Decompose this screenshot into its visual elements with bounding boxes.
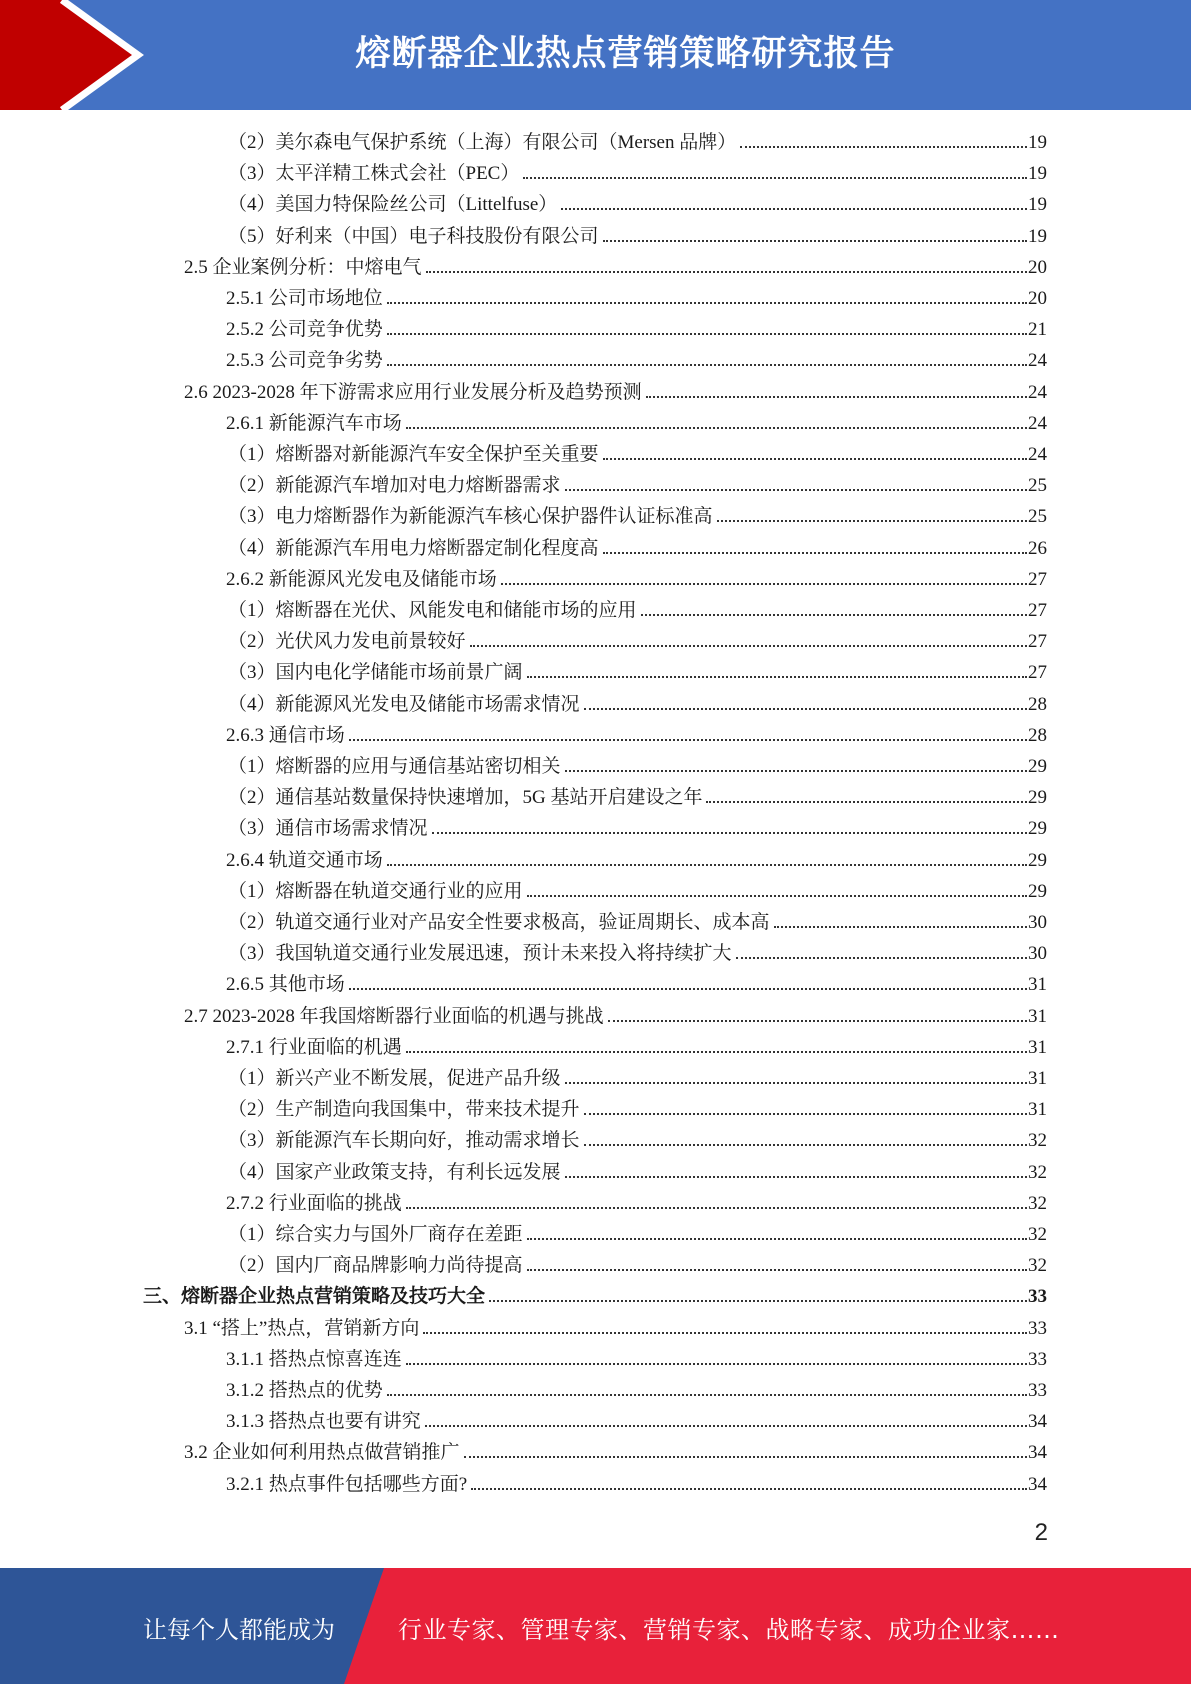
toc-entry-label: （2）生产制造向我国集中，带来技术提升 <box>228 1099 580 1120</box>
toc-leader-dots <box>470 644 1027 647</box>
toc-entry-page: 27 <box>1028 569 1047 590</box>
toc-entry-label: （1）综合实力与国外厂商存在差距 <box>228 1224 523 1245</box>
toc-entry-label: （2）光伏风力发电前景较好 <box>228 631 466 652</box>
toc-entry-label: 2.6.4 轨道交通市场 <box>226 850 383 871</box>
toc-leader-dots <box>406 1206 1027 1209</box>
toc-entry[interactable] <box>228 1250 1047 1281</box>
toc-leader-dots <box>565 488 1027 491</box>
toc-entry-page: 26 <box>1028 538 1047 559</box>
toc-entry[interactable] <box>226 564 1047 595</box>
toc-entry[interactable] <box>226 1344 1047 1375</box>
toc-entry-page: 24 <box>1028 382 1047 403</box>
toc-entry-label: （1）熔断器的应用与通信基站密切相关 <box>228 756 561 777</box>
toc-leader-dots <box>425 1424 1027 1427</box>
toc-leader-dots <box>406 1362 1027 1365</box>
toc-entry[interactable] <box>226 720 1047 751</box>
toc-leader-dots <box>527 1237 1027 1240</box>
toc-leader-dots <box>464 1455 1027 1458</box>
toc-entry[interactable] <box>184 377 1047 408</box>
toc-entry[interactable] <box>228 657 1047 688</box>
toc-leader-dots <box>646 395 1027 398</box>
toc-entry-page: 29 <box>1028 818 1047 839</box>
toc-entry-label: （3）电力熔断器作为新能源汽车核心保护器件认证标准高 <box>228 506 713 527</box>
toc-entry-label: 2.5.3 公司竞争劣势 <box>226 350 383 371</box>
toc-entry[interactable] <box>228 1063 1047 1094</box>
toc-leader-dots <box>489 1299 1027 1302</box>
toc-entry[interactable] <box>228 470 1047 501</box>
toc-entry[interactable] <box>228 158 1047 189</box>
toc-leader-dots <box>349 987 1027 990</box>
toc-entry-page: 19 <box>1028 132 1047 153</box>
toc-entry[interactable] <box>228 127 1047 158</box>
toc-entry-label: （1）熔断器在光伏、风能发电和储能市场的应用 <box>228 600 637 621</box>
page-number: 2 <box>1034 1519 1048 1546</box>
toc-entry[interactable] <box>228 626 1047 657</box>
toc-leader-dots <box>603 551 1027 554</box>
toc-entry-label: （5）好利来（中国）电子科技股份有限公司 <box>228 226 599 247</box>
toc-leader-dots <box>527 894 1027 897</box>
toc-entry[interactable] <box>226 1406 1047 1437</box>
toc-leader-dots <box>740 145 1027 148</box>
toc-entry-page: 28 <box>1028 725 1047 746</box>
toc-entry-label: 2.6 2023-2028 年下游需求应用行业发展分析及趋势预测 <box>184 382 642 403</box>
toc-leader-dots <box>565 1081 1027 1084</box>
toc-entry[interactable] <box>226 345 1047 376</box>
toc-leader-dots <box>501 582 1027 585</box>
toc-entry-page: 29 <box>1028 850 1047 871</box>
toc-entry-label: （4）国家产业政策支持，有利长远发展 <box>228 1162 561 1183</box>
toc-entry-page: 28 <box>1028 694 1047 715</box>
toc-entry-page: 24 <box>1028 444 1047 465</box>
toc-entry-page: 27 <box>1028 600 1047 621</box>
toc-entry-page: 19 <box>1028 194 1047 215</box>
toc-leader-dots <box>736 956 1027 959</box>
toc-entry-page: 33 <box>1028 1380 1047 1401</box>
toc-leader-dots <box>387 863 1027 866</box>
toc-entry-label: （4）美国力特保险丝公司（Littelfuse） <box>228 194 558 215</box>
toc-entry[interactable] <box>228 189 1047 220</box>
toc-entry[interactable] <box>226 1188 1047 1219</box>
toc-entry-label: 2.6.1 新能源汽车市场 <box>226 413 402 434</box>
toc-entry[interactable] <box>228 1219 1047 1250</box>
toc-entry-page: 32 <box>1028 1224 1047 1245</box>
report-title: 熔断器企业热点营销策略研究报告 <box>355 34 896 74</box>
toc-entry-page: 32 <box>1028 1130 1047 1151</box>
toc-entry-page: 33 <box>1028 1318 1047 1339</box>
toc-entry-page: 33 <box>1028 1349 1047 1370</box>
toc-leader-dots <box>349 738 1027 741</box>
toc-leader-dots <box>565 769 1027 772</box>
toc-entry-label: （1）新兴产业不断发展，促进产品升级 <box>228 1068 561 1089</box>
toc-entry[interactable] <box>228 1125 1047 1156</box>
toc-entry-page: 20 <box>1028 288 1047 309</box>
toc-leader-dots <box>423 1331 1027 1334</box>
toc-leader-dots <box>387 301 1027 304</box>
toc-entry-page: 19 <box>1028 226 1047 247</box>
toc-leader-dots <box>717 519 1027 522</box>
toc-leader-dots <box>387 363 1027 366</box>
toc-entry-page: 31 <box>1028 1006 1047 1027</box>
toc-entry[interactable] <box>184 1437 1047 1468</box>
toc-entry-label: 2.5.1 公司市场地位 <box>226 288 383 309</box>
toc-entry-label: （3）太平洋精工株式会社（PEC） <box>228 163 520 184</box>
toc-entry-label: （4）新能源汽车用电力熔断器定制化程度高 <box>228 538 599 559</box>
toc-entry[interactable] <box>226 1469 1047 1500</box>
footer-slogan-left: 让每个人都能成为 <box>143 1616 335 1644</box>
toc-leader-dots <box>471 1487 1027 1490</box>
toc-entry-label: 2.7.2 行业面临的挑战 <box>226 1193 402 1214</box>
toc-entry[interactable] <box>228 1094 1047 1125</box>
toc-entry-label: 3.1.1 搭热点惊喜连连 <box>226 1349 402 1370</box>
footer-slogan-right: 行业专家、管理专家、营销专家、战略专家、成功企业家…… <box>398 1616 1060 1644</box>
toc-entry-page: 24 <box>1028 350 1047 371</box>
toc-leader-dots <box>608 1019 1027 1022</box>
toc-entry-label: 2.6.2 新能源风光发电及储能市场 <box>226 569 497 590</box>
toc-entry[interactable] <box>226 314 1047 345</box>
toc-entry[interactable] <box>226 845 1047 876</box>
toc-entry-page: 21 <box>1028 319 1047 340</box>
toc-leader-dots <box>527 1268 1027 1271</box>
toc-entry[interactable] <box>228 439 1047 470</box>
toc-entry-page: 25 <box>1028 506 1047 527</box>
toc-entry-page: 31 <box>1028 1068 1047 1089</box>
toc-entry[interactable] <box>226 969 1047 1000</box>
toc-entry-page: 32 <box>1028 1255 1047 1276</box>
toc-entry-label: （1）熔断器在轨道交通行业的应用 <box>228 881 523 902</box>
toc-entry-page: 29 <box>1028 881 1047 902</box>
toc-entry-page: 34 <box>1028 1474 1047 1495</box>
toc-leader-dots <box>406 1050 1027 1053</box>
toc-entry-page: 20 <box>1028 257 1047 278</box>
toc-entry[interactable] <box>228 533 1047 564</box>
toc-entry-label: （2）轨道交通行业对产品安全性要求极高，验证周期长、成本高 <box>228 912 770 933</box>
toc-leader-dots <box>603 457 1027 460</box>
toc-entry[interactable] <box>143 1281 1047 1312</box>
toc-entry-label: （2）国内厂商品牌影响力尚待提高 <box>228 1255 523 1276</box>
toc-entry-label: 2.7 2023-2028 年我国熔断器行业面临的机遇与挑战 <box>184 1006 604 1027</box>
toc-entry[interactable] <box>184 1001 1047 1032</box>
report-header <box>0 0 1191 110</box>
toc-leader-dots <box>584 707 1027 710</box>
toc-entry-label: 3.2 企业如何利用热点做营销推广 <box>184 1442 460 1463</box>
toc-entry-page: 34 <box>1028 1411 1047 1432</box>
toc-entry-label: （2）通信基站数量保持快速增加，5G 基站开启建设之年 <box>228 787 703 808</box>
toc-entry-label: 3.1 “搭上”热点，营销新方向 <box>184 1318 420 1339</box>
page-footer <box>0 1568 1191 1684</box>
toc-entry-label: 2.6.3 通信市场 <box>226 725 345 746</box>
toc-entry[interactable] <box>228 907 1047 938</box>
toc-entry-page: 29 <box>1028 756 1047 777</box>
toc-entry[interactable] <box>228 938 1047 969</box>
toc-leader-dots <box>706 800 1027 803</box>
toc-entry[interactable] <box>228 813 1047 844</box>
toc-entry-page: 30 <box>1028 943 1047 964</box>
toc-leader-dots <box>774 925 1027 928</box>
toc-entry-page: 19 <box>1028 163 1047 184</box>
toc-entry-label: （3）国内电化学储能市场前景广阔 <box>228 662 523 683</box>
toc-entry-page: 32 <box>1028 1162 1047 1183</box>
toc-leader-dots <box>565 1175 1027 1178</box>
toc-leader-dots <box>584 1112 1027 1115</box>
toc-entry-label: 3.2.1 热点事件包括哪些方面? <box>226 1474 468 1495</box>
toc-entry-label: （3）我国轨道交通行业发展迅速，预计未来投入将持续扩大 <box>228 943 732 964</box>
toc-entry[interactable] <box>228 1157 1047 1188</box>
toc-entry-page: 31 <box>1028 1099 1047 1120</box>
toc-entry-label: （2）新能源汽车增加对电力熔断器需求 <box>228 475 561 496</box>
toc-entry-page: 30 <box>1028 912 1047 933</box>
toc-entry-label: 2.5.2 公司竞争优势 <box>226 319 383 340</box>
toc-entry[interactable] <box>228 689 1047 720</box>
toc-entry-label: 2.6.5 其他市场 <box>226 974 345 995</box>
toc-entry-page: 31 <box>1028 974 1047 995</box>
toc-leader-dots <box>603 239 1027 242</box>
toc-leader-dots <box>584 1143 1027 1146</box>
toc-leader-dots <box>387 332 1027 335</box>
toc-entry-label: （2）美尔森电气保护系统（上海）有限公司（Mersen 品牌） <box>228 132 737 153</box>
toc-entry-label: （3）新能源汽车长期向好，推动需求增长 <box>228 1130 580 1151</box>
toc-entry[interactable] <box>228 595 1047 626</box>
toc-entry-label: 3.1.2 搭热点的优势 <box>226 1380 383 1401</box>
toc-entry-page: 34 <box>1028 1442 1047 1463</box>
toc-entry-page: 31 <box>1028 1037 1047 1058</box>
toc-entry-label: （4）新能源风光发电及储能市场需求情况 <box>228 694 580 715</box>
toc-entry-page: 24 <box>1028 413 1047 434</box>
toc-entry[interactable] <box>228 876 1047 907</box>
toc-entry-page: 29 <box>1028 787 1047 808</box>
toc-entry[interactable] <box>226 283 1047 314</box>
toc-entry[interactable] <box>226 408 1047 439</box>
toc-entry-page: 33 <box>1028 1286 1047 1307</box>
toc-entry[interactable] <box>228 221 1047 252</box>
toc-entry[interactable] <box>226 1375 1047 1406</box>
toc-entry[interactable] <box>184 1313 1047 1344</box>
toc-entry[interactable] <box>226 1032 1047 1063</box>
toc-entry-label: （1）熔断器对新能源汽车安全保护至关重要 <box>228 444 599 465</box>
toc-entry[interactable] <box>228 501 1047 532</box>
toc-entry-label: （3）通信市场需求情况 <box>228 818 428 839</box>
toc-entry-page: 27 <box>1028 631 1047 652</box>
toc-entry[interactable] <box>184 252 1047 283</box>
toc-leader-dots <box>527 675 1027 678</box>
toc-entry-label: 三、熔断器企业热点营销策略及技巧大全 <box>143 1286 486 1307</box>
toc-leader-dots <box>406 426 1027 429</box>
toc-entry-page: 32 <box>1028 1193 1047 1214</box>
toc-leader-dots <box>426 270 1027 273</box>
toc-leader-dots <box>523 176 1027 179</box>
toc-entry-label: 2.7.1 行业面临的机遇 <box>226 1037 402 1058</box>
toc-entry-page: 25 <box>1028 475 1047 496</box>
toc-entry[interactable] <box>228 751 1047 782</box>
toc-leader-dots <box>561 207 1027 210</box>
toc-entry-page: 27 <box>1028 662 1047 683</box>
toc-entry-label: 2.5 企业案例分析：中熔电气 <box>184 257 422 278</box>
toc-entry-label: 3.1.3 搭热点也要有讲究 <box>226 1411 421 1432</box>
toc-leader-dots <box>387 1393 1027 1396</box>
toc-leader-dots <box>641 613 1027 616</box>
toc-entry[interactable] <box>228 782 1047 813</box>
toc-leader-dots <box>432 831 1027 834</box>
